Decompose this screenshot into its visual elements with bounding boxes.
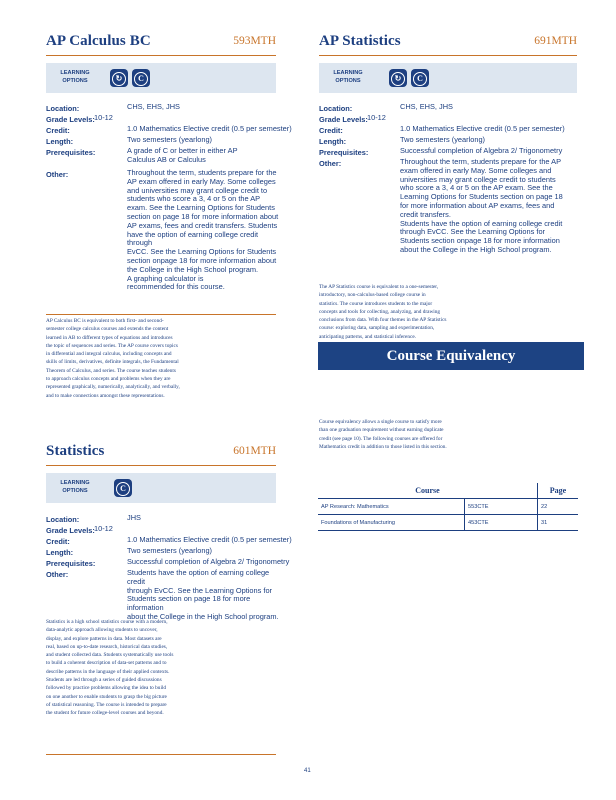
- title-rule: [319, 55, 577, 56]
- page-number: 41: [304, 768, 311, 774]
- description-line: real, based on up-to-date research, historical data studies,: [46, 643, 168, 650]
- table-row: [318, 515, 578, 531]
- location-label: Location:: [46, 515, 80, 524]
- other-label: Other:: [319, 159, 342, 168]
- location-label: Location:: [46, 104, 80, 113]
- description-line: Statistics is a high school statistics course with a modern,: [46, 619, 168, 625]
- description-line: AP Calculus BC is equivalent to both first- and second-: [46, 318, 164, 324]
- other-line: students who score a 3, 4 or 5 on the AP: [127, 194, 261, 204]
- location-value: CHS, EHS, JHS: [127, 102, 180, 111]
- other-line: through EvCC. See the Learning Options for: [127, 585, 273, 595]
- location-value: JHS: [127, 513, 141, 522]
- location-label: Location:: [319, 104, 353, 113]
- description-line: anticipating patterns, and statistical inference.: [319, 333, 417, 340]
- column-header-page: Page: [538, 483, 579, 499]
- section-rule: [46, 754, 276, 755]
- description-line: Mathematics credit in addition to those listed in this section.: [319, 443, 447, 450]
- grade-levels-label: Grade Levels:: [319, 115, 368, 124]
- course-code: 593MTH: [233, 35, 276, 47]
- prereq-line: A grade of C or better in either AP: [127, 146, 238, 155]
- learning-options-label: LEARNING OPTIONS: [333, 70, 363, 84]
- other-line: who score a 3, 4 or 5 on the AP exam. See the: [400, 183, 553, 193]
- learning-options-box: [46, 473, 276, 503]
- course-statistics: [46, 443, 292, 763]
- description-line: conclusions from data. With four themes in the AP Statistics: [319, 317, 447, 324]
- college-credit-icon: C: [114, 479, 132, 497]
- description-line: represented graphically, numerically, analytically, and verbally,: [46, 384, 180, 391]
- course-code: 601MTH: [233, 445, 276, 457]
- other-line: exam offered in early May. Some colleges and: [400, 165, 552, 175]
- description-line: introductory, non-calculus-based college course in: [319, 292, 426, 299]
- description-line: to approach calculus concepts and problems when they are: [46, 376, 171, 383]
- course-ap-calculus-bc: [46, 33, 292, 413]
- length-label: Length:: [46, 548, 74, 557]
- other-line: about the College in the High School program.: [127, 611, 279, 621]
- other-value: [400, 158, 576, 255]
- other-line: Throughout the term, students prepare for the AP: [400, 157, 562, 166]
- other-line: AP exams, fees and credit transfers. Students: [127, 220, 278, 230]
- prerequisites-label: Prerequisites:: [319, 148, 369, 157]
- credit-label: Credit:: [46, 537, 70, 546]
- course-equivalency-title: Course Equivalency: [386, 348, 516, 364]
- description-line: to build a coherent description of data-set patterns and to: [46, 660, 167, 667]
- course-title: AP Calculus BC: [46, 33, 151, 49]
- table-header-row: [318, 483, 578, 499]
- other-line: section on page 18 for more information about: [127, 211, 279, 221]
- course-title: Statistics: [46, 443, 105, 459]
- prerequisites-label: Prerequisites:: [46, 148, 96, 157]
- grade-levels-label: Grade Levels:: [46, 115, 95, 124]
- credit-value: 1.0 Mathematics Elective credit (0.5 per semester): [127, 124, 292, 133]
- learning-options-label: LEARNING OPTIONS: [60, 70, 90, 84]
- description-line: and student collected data. Students systematically use tools: [46, 652, 174, 659]
- grade-levels-value: 10-12: [94, 113, 113, 122]
- other-line: Throughout the term, students prepare for the: [127, 168, 277, 177]
- equivalency-table: [318, 483, 578, 531]
- title-rule: [46, 55, 276, 56]
- prerequisites-label: Prerequisites:: [46, 559, 96, 568]
- description-line: than one graduation requirement without earning duplicate: [319, 427, 444, 434]
- description-line: describe patterns in the language of their applied contexts.: [46, 668, 170, 675]
- credit-value: 1.0 Mathematics Elective credit (0.5 per semester): [127, 535, 292, 544]
- length-value: Two semesters (yearlong): [127, 135, 213, 144]
- other-value: [127, 169, 279, 292]
- other-label: Other:: [46, 570, 69, 579]
- other-line: Students have the option of earning college credit: [400, 218, 563, 228]
- credit-label: Credit:: [319, 126, 343, 135]
- credit-label: Credit:: [46, 126, 70, 135]
- description-line: skills of limits, derivatives, definite integrals, the Fundamental: [46, 359, 179, 366]
- length-value: Two semesters (yearlong): [400, 135, 486, 144]
- other-line: Students section onpage 18 for more information: [400, 236, 560, 246]
- other-line: about the College in the High School program.: [400, 244, 552, 254]
- description-line: Students are led through a series of guided discussions: [46, 677, 162, 684]
- grade-levels-value: 10-12: [94, 524, 113, 533]
- other-line: Students have the option of earning college credit: [127, 568, 270, 586]
- other-line: for more information about AP exams, fees and: [400, 200, 555, 210]
- course-description: [46, 618, 278, 718]
- description-line: and to make connections amongst these representations.: [46, 392, 165, 399]
- prerequisites-value: Successful completion of Algebra 2/ Trigonometry: [127, 557, 290, 566]
- description-line: Course equivalency allows a single course to satisfy more: [319, 419, 442, 425]
- course-description: [46, 317, 278, 400]
- online-learning-icon: ↻: [389, 69, 407, 87]
- course-code: 691MTH: [534, 35, 577, 47]
- section-rule: [46, 314, 276, 315]
- description-line: The AP Statistics course is equivalent to a one-semester,: [319, 284, 439, 290]
- college-credit-icon: C: [411, 69, 429, 87]
- description-line: on one another to enable students to grasp the big picture: [46, 693, 167, 700]
- other-line: AP exam offered in early May. Some colleges: [127, 176, 276, 186]
- other-line: have the option of earning college credit through: [127, 229, 259, 248]
- other-value: [127, 569, 279, 622]
- other-line: universities may grant college credit to students: [400, 174, 556, 184]
- online-learning-icon: ↻: [110, 69, 128, 87]
- course-code-cell: 553CTE: [465, 499, 538, 515]
- description-line: semester college calculus courses and extends the content: [46, 326, 169, 333]
- other-line: Learning Options for Students section on page 18: [400, 192, 563, 202]
- location-value: CHS, EHS, JHS: [400, 102, 453, 111]
- other-line: Students section on page 18 for more information: [127, 594, 251, 613]
- description-line: the topic of sequences and series. The AP course covers topics: [46, 342, 178, 349]
- other-line: recommended for this course.: [127, 282, 225, 292]
- table-row: [318, 499, 578, 515]
- page-cell: 31: [538, 515, 579, 531]
- other-line: and universities may grant college credit to: [127, 185, 268, 195]
- description-line: Theorem of Calculus, and series. The course teaches students: [46, 367, 176, 374]
- other-line: the College in the High School program.: [127, 264, 259, 274]
- prerequisites-value: [127, 147, 277, 165]
- description-line: concepts and tools for collecting, analyzing, and drawing: [319, 308, 441, 315]
- course-description: [319, 283, 577, 341]
- description-line: learned in AB to different types of equations and introduces: [46, 334, 173, 341]
- other-line: through EvCC. See the Learning Options for: [400, 227, 546, 237]
- description-line: followed by practice problems allowing the idea to build: [46, 685, 167, 692]
- other-line: EvCC. See the Learning Options for Students: [127, 247, 277, 257]
- other-line: A graphing calculator is: [127, 273, 204, 283]
- credit-value: 1.0 Mathematics Elective credit (0.5 per semester): [400, 124, 565, 133]
- prereq-line: Calculus AB or Calculus: [127, 154, 206, 164]
- course-ap-statistics: [319, 33, 577, 363]
- description-line: credit (see page 10). The following courses are offered for: [319, 435, 443, 442]
- grade-levels-label: Grade Levels:: [46, 526, 95, 535]
- description-line: course: exploring data, sampling and experimentation,: [319, 325, 435, 332]
- college-credit-icon: C: [132, 69, 150, 87]
- column-header-course: Course: [318, 483, 538, 499]
- prerequisites-value: Successful completion of Algebra 2/ Trigonometry: [400, 146, 563, 155]
- other-line: exam. See the Learning Options for Students: [127, 203, 275, 213]
- learning-options-box: [319, 63, 577, 93]
- grade-levels-value: 10-12: [367, 113, 386, 122]
- equivalency-description: [319, 418, 577, 451]
- other-line: section onpage 18 for more information about: [127, 255, 277, 265]
- learning-options-label: LEARNING OPTIONS: [60, 480, 90, 494]
- page-cell: 22: [538, 499, 579, 515]
- description-line: of statistical reasoning. The course is intended to prepare: [46, 701, 167, 708]
- course-name-cell: Foundations of Manufacturing: [318, 515, 465, 531]
- description-line: in differential and integral calculus, including concepts and: [46, 351, 172, 358]
- description-line: statistics. The course introduces students to the major: [319, 300, 433, 307]
- description-line: the student for future college-level courses and beyond.: [46, 710, 164, 717]
- description-line: display, and explore patterns in data. Most datasets are: [46, 635, 162, 642]
- length-value: Two semesters (yearlong): [127, 546, 213, 555]
- course-code-cell: 453CTE: [465, 515, 538, 531]
- course-name-cell: AP Research: Mathematics: [318, 499, 465, 515]
- other-label: Other:: [46, 170, 69, 179]
- course-equivalency-banner: [318, 342, 584, 370]
- length-label: Length:: [319, 137, 347, 146]
- description-line: data-analytic approach allowing students to uncover,: [46, 627, 158, 634]
- length-label: Length:: [46, 137, 74, 146]
- other-line: credit transfers.: [400, 209, 451, 219]
- course-title: AP Statistics: [319, 33, 401, 49]
- title-rule: [46, 465, 276, 466]
- learning-options-box: [46, 63, 276, 93]
